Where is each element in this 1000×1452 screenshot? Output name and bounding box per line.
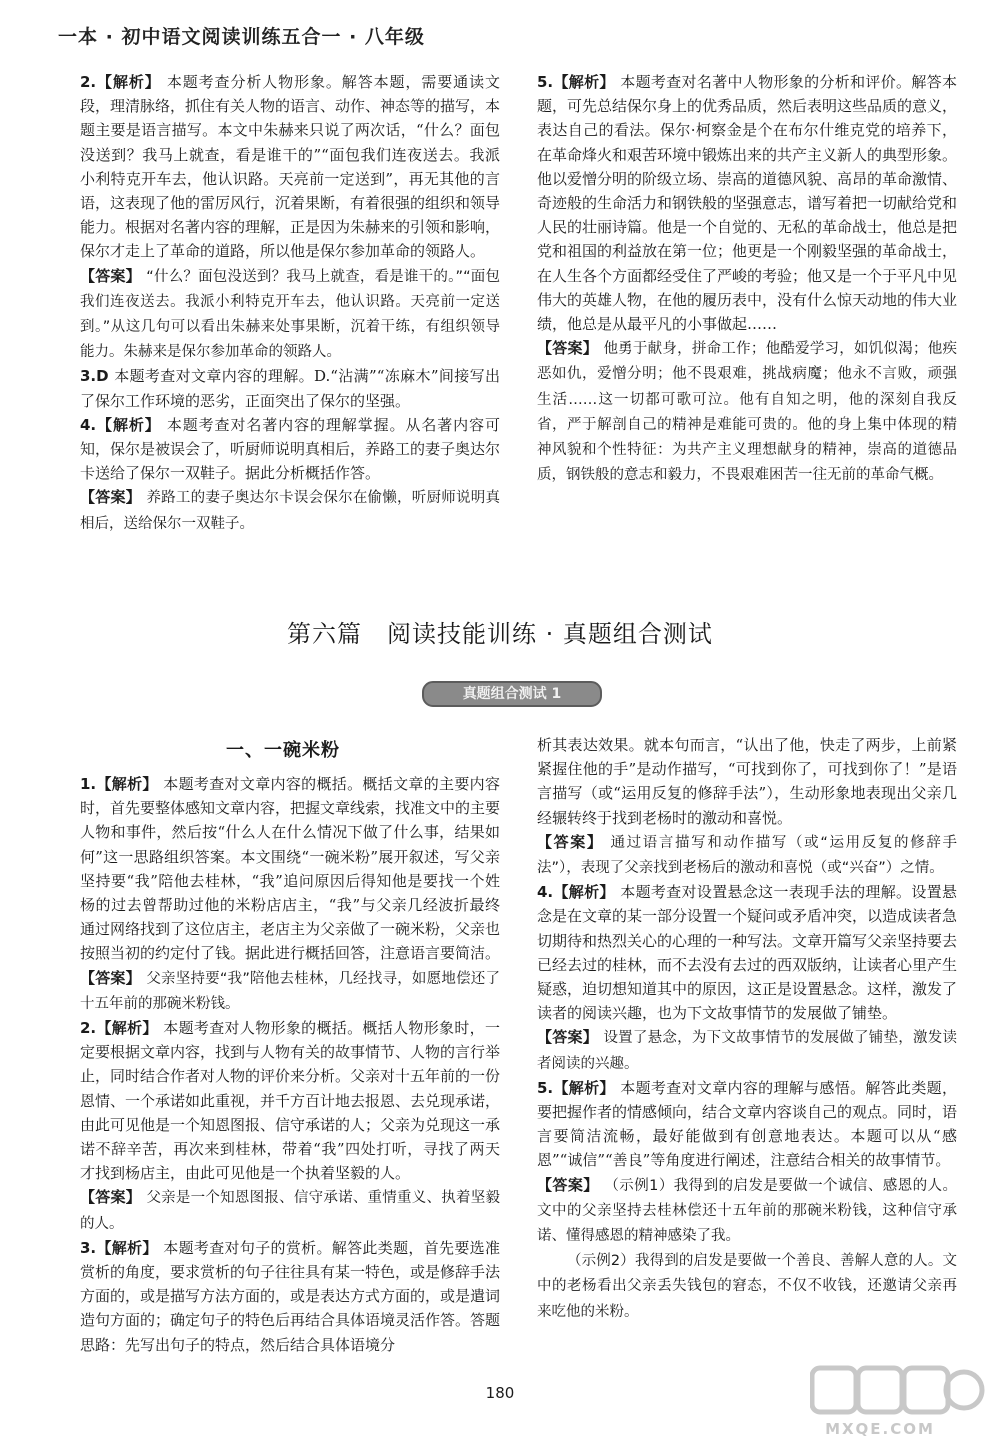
paragraph-text: 设置了悬念，为下文故事情节的发展做了铺垫，激发读者阅读的兴趣。 xyxy=(537,1030,957,1072)
paragraph-text: 本题考查对人物形象的概括。概括人物形象时，一定要根据文章内容，找到与人物有关的故事情节、人物的言行举止，同时结合作者对人物的评价来分析。父亲对十五年前的一份恩情、一个承诺如此重视，并千方百计地去报恩、去兑现承诺，由此可见他是一个知恩图报、信守承诺的人；父亲为兑现这一承诺不辞辛苦，再次来到桂林，带着“我”四处打听，寻找了两天才找到杨店主，由此可见他是一个执着坚毅的人。 xyxy=(80,1019,501,1183)
label-tag: 【答案】 xyxy=(537,832,611,851)
question-number: 2. xyxy=(80,73,97,91)
running-header: 一本 · 初中语文阅读训练五合一 · 八年级 xyxy=(58,26,425,48)
label-tag: 【答案】 xyxy=(80,968,147,987)
answer-paragraph xyxy=(80,485,500,535)
paragraph-text: 养路工的妻子奥达尔卡误会保尔在偷懒，听厨师说明真相后，送给保尔一双鞋子。 xyxy=(80,490,500,532)
label-tag: 【解析】 xyxy=(96,73,167,91)
paragraph-text: 本题考查对句子的赏析。解答此类题，首先要选准赏析的角度，要求赏析的句子往往具有某一特色，或是修辞手法方面的，或是描写方法方面的，或是表达方式方面的，或是遣词造句方面的；确定句子的特色后再结合具体语境灵活作答。答题思路：先写出句子的特点，然后结合具体语境分 xyxy=(80,1238,501,1354)
label-tag: 【答案】 xyxy=(537,339,604,358)
paragraph-text: 通过语言描写和动作描写（或“运用反复的修辞手法”），表现了父亲找到老杨后的激动和喜悦（或“兴奋”）之情。 xyxy=(537,834,957,877)
answer-column-bottom-left xyxy=(80,772,500,1357)
paragraph-text: 析其表达效果。就本句而言，“认出了他，快走了两步，上前紧紧握住他的手”是动作描写，“可找到你了，可找到你了！”是语言描写（或“运用反复的修辞手法”），生动形象地表现出父亲几经辗转终于找到老杨时的激动和喜悦。 xyxy=(537,736,957,827)
analysis-paragraph xyxy=(80,772,500,966)
question-number: 4. xyxy=(80,415,97,434)
label-tag: 【解析】 xyxy=(96,775,164,793)
label-tag: 【答案】 xyxy=(80,1188,147,1207)
label-tag: 【解析】 xyxy=(96,1019,164,1038)
answer-column-top-left xyxy=(80,70,500,536)
label-tag: 【解析】 xyxy=(553,883,621,902)
label-tag: 【解析】 xyxy=(553,73,621,91)
test-banner: 真题组合测试 1 xyxy=(422,681,602,707)
page-number: 180 xyxy=(485,1384,515,1402)
answer-column-top-right xyxy=(537,70,957,487)
section-title: 第六篇 阅读技能训练 · 真题组合测试 xyxy=(287,620,713,648)
question-number: 5. xyxy=(537,1078,554,1097)
paragraph-text: 本题考查对文章内容的理解。D.“沾满”“冻麻木”间接写出了保尔工作环境的恶劣，正面突出了保尔的坚强。 xyxy=(80,367,500,410)
article-title: 一、一碗米粉 xyxy=(226,740,340,761)
label-tag: 【解析】 xyxy=(96,415,167,434)
analysis-paragraph xyxy=(537,1248,957,1324)
paragraph-text: “什么？面包没送到？我马上就查，看是谁干的。”“面包我们连夜送去。我派小利特克开车去，他认识路。天亮前一定送到。”从这几句可以看出朱赫来处事果断，沉着干练，有组织领导能力。朱赫来是保尔参加革命的领路人。 xyxy=(80,268,500,361)
question-number: 1. xyxy=(80,775,97,793)
answer-paragraph xyxy=(80,1185,500,1235)
analysis-paragraph xyxy=(80,1016,500,1185)
answer-paragraph xyxy=(80,966,500,1016)
analysis-paragraph xyxy=(80,1236,500,1357)
answer-column-bottom-right xyxy=(537,733,957,1324)
paragraph-text: 本题考查分析人物形象。解答本题，需要通读文段，理清脉络，抓住有关人物的语言、动作、神态等的描写，本题主要是语言描写。本文中朱赫来只说了两次话，“什么？面包没送到？我马上就查，看是谁干的”“面包我们连夜送去。我派小利特克开车去，他认识路。天亮前一定送到”，再无其他的言语，这表现了他的雷厉风行，沉着果断，有着很强的组织和领导能力。根据对名著内容的理解，正是因为朱赫来的引领和影响，保尔才走上了革命的道路，所以他是保尔参加革命的领路人。 xyxy=(80,73,501,261)
paragraph-text: 父亲坚持要“我”陪他去桂林，几经找寻，如愿地偿还了十五年前的那碗米粉钱。 xyxy=(80,970,500,1012)
analysis-paragraph xyxy=(537,1076,957,1173)
paragraph-text: 本题考查对文章内容的理解与感悟。解答此类题，要把握作者的情感倾向，结合文章内容谈自己的观点。同时，语言要简洁流畅，最好能做到有创意地表达。本题可以从“感恩”“诚信”“善良”等角度进行阐述，注意结合相关的故事情节。 xyxy=(537,1078,958,1170)
label-tag: 【解析】 xyxy=(96,1238,164,1257)
analysis-paragraph xyxy=(80,413,500,486)
analysis-paragraph xyxy=(80,70,500,264)
paragraph-text: 本题考查对名著中人物形象的分析和评价。解答本题，可先总结保尔身上的优秀品质，然后表明这些品质的意义，表达自己的看法。保尔·柯察金是个在布尔什维克党的培养下，在革命烽火和艰苦环境中锻炼出来的共产主义新人的典型形象。他以爱憎分明的阶级立场、崇高的道德风貌、高昂的革命激情、奇迹般的生命活力和钢铁般的坚强意志，谱写着把一切献给党和人民的壮丽诗篇。他是一个自觉的、无私的革命战士，他总是把党和祖国的利益放在第一位；他更是一个刚毅坚强的革命战士，在人生各个方面都经受住了严峻的考验；他又是一个于平凡中见伟大的英雄人物，在他的履历表中，没有什么惊天动地的伟大业绩，他总是从最平凡的小事做起…… xyxy=(537,73,958,334)
answer-paragraph xyxy=(537,1025,957,1075)
analysis-paragraph xyxy=(80,364,500,412)
paragraph-text: 本题考查对设置悬念这一表现手法的理解。设置悬念是在文章的某一部分设置一个疑问或矛盾冲突，以造成读者急切期待和热烈关心的心理的一种写法。文章开篇写父亲坚持要去已经去过的桂林，而不去没有去过的西双版纳，让读者心里产生疑惑，迫切想知道其中的原因，这正是设置悬念。这样，激发了读者的阅读兴趣，也为下文故事情节的发展做了铺垫。 xyxy=(537,883,958,1023)
question-number: 5. xyxy=(537,73,554,91)
label-tag: D xyxy=(96,367,115,386)
analysis-paragraph xyxy=(537,880,957,1025)
question-number: 3. xyxy=(80,367,97,386)
label-tag: 【答案】 xyxy=(80,488,147,507)
label-tag: 【答案】 xyxy=(537,1028,604,1047)
question-number: 2. xyxy=(80,1019,97,1038)
paragraph-text: 父亲是一个知恩图报、信守承诺、重情重义、执着坚毅的人。 xyxy=(80,1190,500,1232)
paragraph-text: 本题考查对名著内容的理解掌握。从名著内容可知，保尔是被误会了，听厨师说明真相后，养路工的妻子奥达尔卡送给了保尔一双鞋子。据此分析概括作答。 xyxy=(80,415,501,483)
label-tag: 【答案】 xyxy=(80,266,147,285)
analysis-paragraph xyxy=(537,733,957,830)
answer-paragraph xyxy=(537,830,957,880)
answer-paragraph xyxy=(537,336,957,487)
question-number: 4. xyxy=(537,883,554,902)
question-number: 3. xyxy=(80,1238,97,1257)
watermark-icon xyxy=(810,1364,986,1438)
svg-text:MXQE.COM: MXQE.COM xyxy=(825,1420,935,1438)
paragraph-text: （示例2）我得到的启发是要做一个善良、善解人意的人。文中的老杨看出父亲丢失钱包的窘态，不仅不收钱，还邀请父亲再来吃他的米粉。 xyxy=(537,1253,957,1320)
label-tag: 【答案】 xyxy=(537,1175,605,1194)
answer-paragraph xyxy=(537,1173,957,1249)
answer-paragraph xyxy=(80,264,500,365)
label-tag: 【解析】 xyxy=(553,1078,621,1097)
watermark-logo xyxy=(810,1364,986,1438)
analysis-paragraph xyxy=(537,70,957,336)
paragraph-text: （示例1）我得到的启发是要做一个诚信、感恩的人。文中的父亲坚持去桂林偿还十五年前的那碗米粉钱，这种信守承诺、懂得感恩的精神感染了我。 xyxy=(537,1177,957,1245)
paragraph-text: 他勇于献身，拼命工作；他酷爱学习，如饥似渴；他疾恶如仇，爱憎分明；他不畏艰难，挑战病魔；他永不言败，顽强生活……这一切都可歌可泣。他有自知之明，他的深刻自我反省，严于解剖自己的精神是难能可贵的。他的身上集中体现的精神风貌和个性特征：为共产主义理想献身的精神，崇高的道德品质，钢铁般的意志和毅力，不畏艰难困苦一往无前的革命气概。 xyxy=(537,341,957,484)
paragraph-text: 本题考查对文章内容的概括。概括文章的主要内容时，首先要整体感知文章内容，把握文章线索，找准文中的主要人物和事件，然后按“什么人在什么情况下做了什么事，结果如何”这一思路组织答案。本文围绕“一碗米粉”展开叙述，写父亲坚持要“我”陪他去桂林，“我”追问原因后得知他是要找一个姓杨的过去曾帮助过他的米粉店店主，“我”与父亲几经波折最终通过网络找到了这位店主，老店主为父亲做了一碗米粉，父亲也按照当初的约定付了钱。据此进行概括回答，注意语言要简洁。 xyxy=(80,775,501,963)
